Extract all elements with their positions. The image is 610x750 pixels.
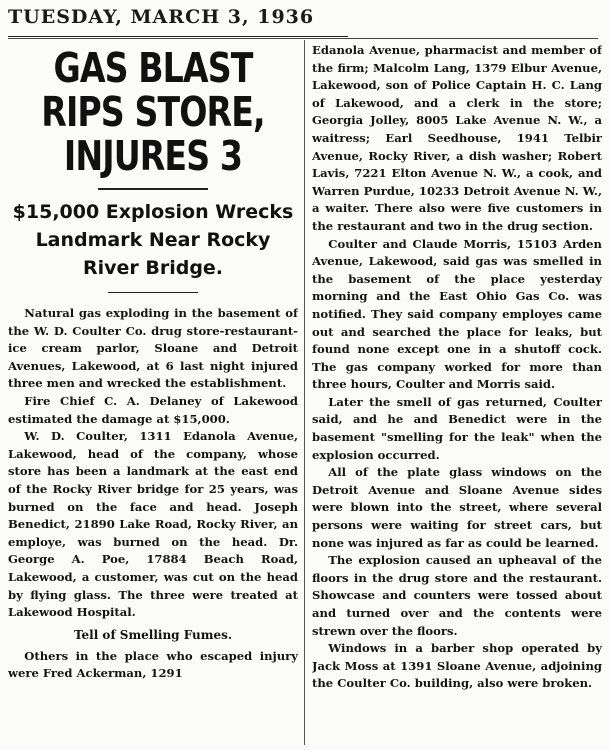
paragraph: The explosion caused an upheaval of the floors in the drug store and the restaurant. Showcase and counters were tossed about and turned over and the contents were strewn over the floors. [312, 553, 602, 638]
headline-rule [98, 188, 208, 190]
paragraph: Fire Chief C. A. Delaney of Lakewood estimated the damage at $15,000. [8, 393, 298, 426]
paragraph: Windows in a barber shop operated by Jack Moss at 1391 Sloane Avenue, adjoining the Coulter Co. building, also were broken. [312, 641, 602, 691]
paragraph: Edanola Avenue, pharmacist and member of the firm; Malcolm Lang, 1379 Elbur Avenue, Lakewood, son of Police Captain H. C. Lang of Lakewood, and a clerk in the store; Georgia Jolley, 8005 Lake Avenue N. W., a waitress; Earl Seedhouse, 1941 Telbir Avenue, Rocky River, a dish washer; Robert Lavis, 7221 Elton Avenue N. W., a cook, and Warren Purdue, 10233 Detroit Avenue N. W., a waiter. There also were five customers in the restaurant and two in the drug section. [312, 43, 602, 233]
paragraph: W. D. Coulter, 1311 Edanola Avenue, Lakewood, head of the company, whose store has been a landmark at the east end of the Rocky River bridge for 25 years, was burned on the face and head. Joseph Benedict, 21890 Lake Road, Rocky River, an employe, was burned on the head. Dr. George A. Poe, 17884 Beach Road, Lakewood, a customer, was cut on the head by flying glass. The three were treated at Lakewood Hospital. [8, 429, 298, 620]
subhead: Tell of Smelling Fumes. [73, 627, 233, 642]
top-rule [8, 38, 598, 39]
paragraph: Natural gas exploding in the basement of the W. D. Coulter Co. drug store-restaurant-ice cream parlor, Sloane and Detroit Avenues, Lakewood, at 6 last night injured three men and wrecked the establishment. [8, 306, 298, 391]
deck: $15,000 Explosion Wrecks Landmark Near Rocky River Bridge. [12, 201, 294, 279]
headline: GAS BLAST RIPS STORE, INJURES 3 [41, 44, 265, 180]
dateline-bar [8, 6, 348, 39]
paragraph: Others in the place who escaped injury were Fred Ackerman, 1291 [8, 648, 298, 681]
deck-rule [108, 292, 198, 293]
column-rule [304, 40, 305, 745]
dateline: TUESDAY, MARCH 3, 1936 [8, 6, 315, 28]
paragraph: All of the plate glass windows on the Detroit Avenue and Sloane Avenue sides were blown into the street, where several persons were waiting for street cars, but none was injured as far as could be learned. [312, 465, 602, 550]
right-column [312, 42, 602, 748]
paragraph: Coulter and Claude Morris, 15103 Arden Avenue, Lakewood, said gas was smelled in the basement of the place yesterday morning and the East Ohio Gas Co. was notified. They said company employes came out and searched the place for leaks, but found none except one in a shutoff cock. The gas company worked for more than three hours, Coulter and Morris said. [312, 236, 602, 392]
left-column [8, 42, 298, 748]
paragraph: Later the smell of gas returned, Coulter said, and he and Benedict were in the basement "smelling for the leak" when the explosion occurred. [312, 394, 602, 462]
